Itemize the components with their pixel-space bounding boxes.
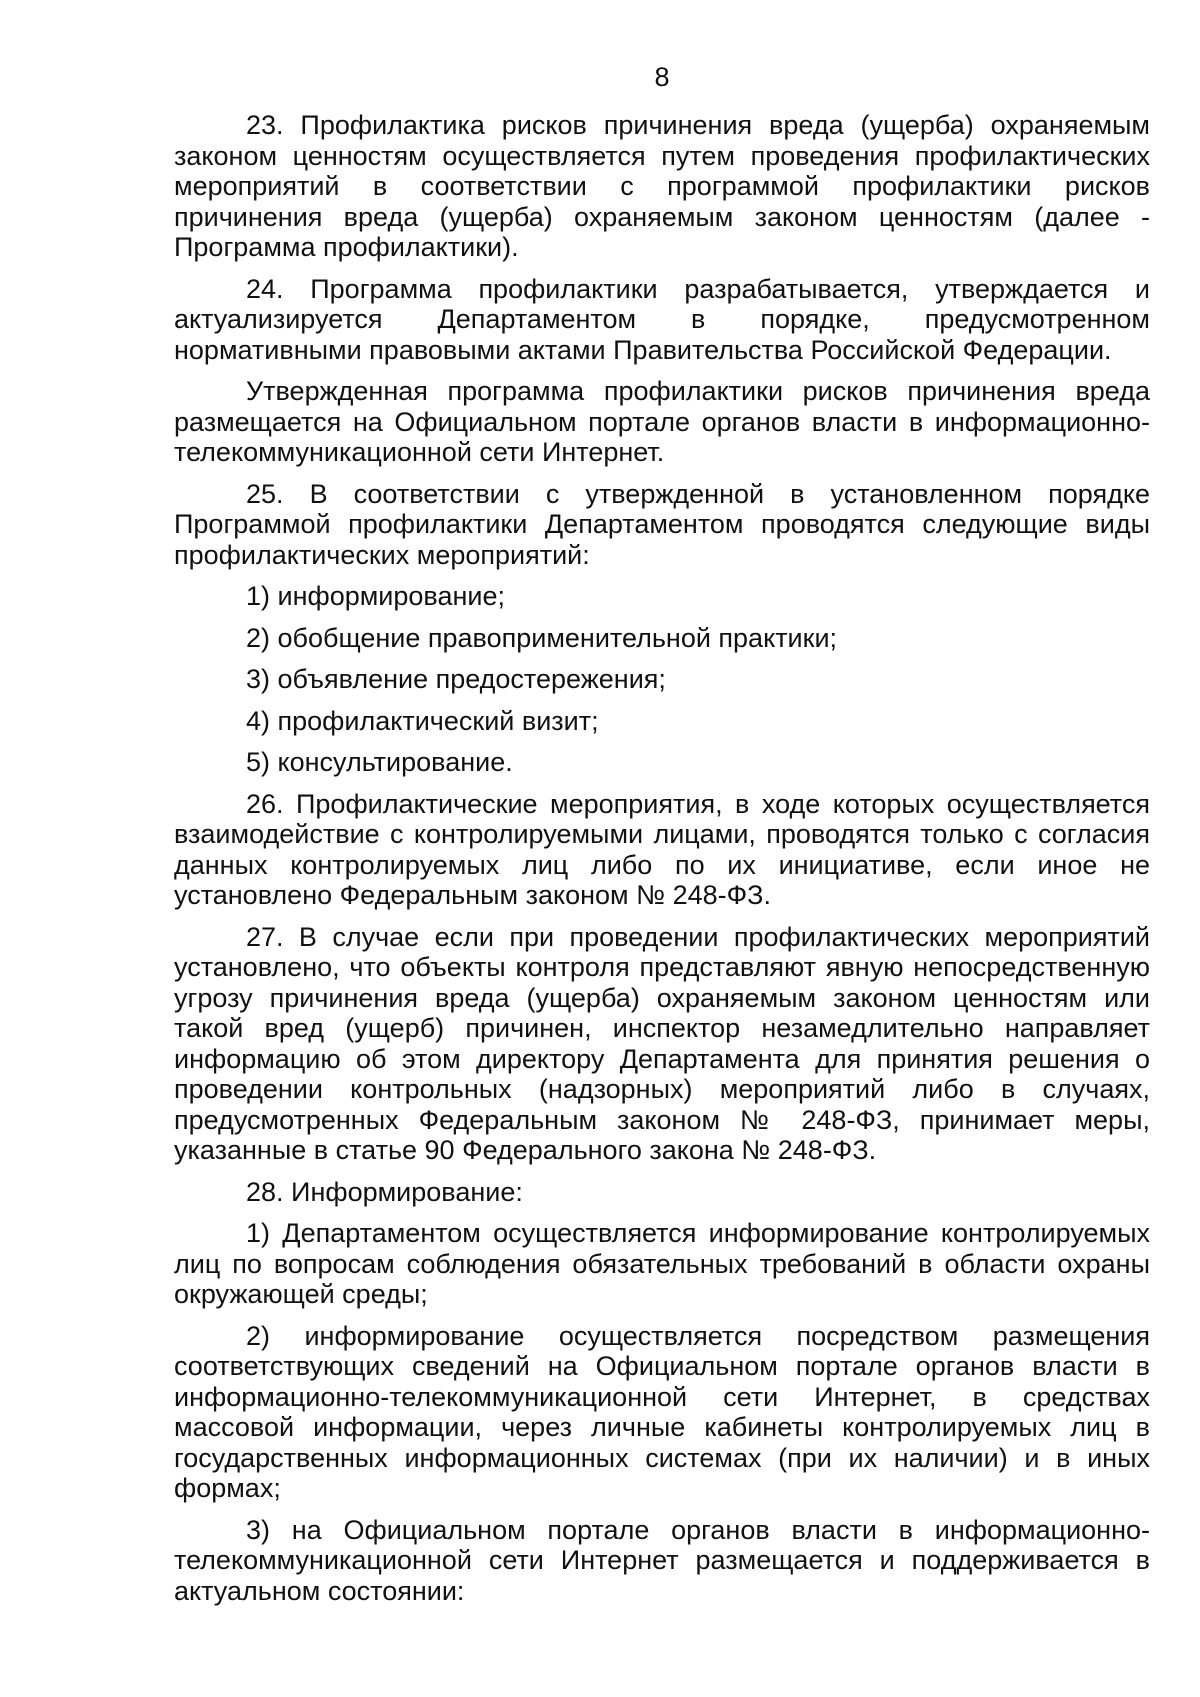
paragraph-28-item-1: 1) Департаментом осуществляется информирование контролируемых лиц по вопросам соблюдения обязательных требований в области охраны окружающей среды; [174,1218,1150,1309]
list-item: 1) информирование; [246,581,505,611]
list-item: 3) объявление предостережения; [246,664,666,694]
list-item: 5) консультирование. [246,747,513,777]
paragraph-26: 26. Профилактические мероприятия, в ходе которых осуществляется взаимодействие с контролируемыми лицами, проводятся только с согласия данных контролируемых лиц либо по их инициативе, если иное не установлено Федеральным законом № 248-ФЗ. [174,788,1150,910]
paragraph-28-item-3: 3) на Официальном портале органов власти в информационно-телекоммуникационной сети Интернет размещается и поддерживается в актуальном состоянии: [174,1514,1150,1606]
page-number: 8 [654,62,670,92]
list-item: 2) обобщение правоприменительной практики; [246,622,838,653]
document-page [174,60,1150,1617]
paragraph-25: 25. В соответствии с утвержденной в установленном порядке Программой профилактики Департаментом проводятся следующие виды профилактических мероприятий: [174,478,1150,570]
paragraph-28: 28. Информирование: [246,1176,523,1207]
list-item: 4) профилактический визит; [246,705,599,736]
paragraph-24: 24. Программа профилактики разрабатывается, утверждается и актуализируется Департаментом в порядке, предусмотренном нормативными правовыми актами Правительства Российской Федерации. [174,273,1150,365]
paragraph-27: 27. В случае если при проведении профилактических мероприятий установлено, что объекты контроля представляют явную непосредственную угрозу причинения вреда (ущерба) охраняемым законом ценностям или такой вред (ущерб) причинен, инспектор незамедлительно направляет информацию об этом директору Департамента для принятия решения о проведении контрольных (надзорных) мероприятий либо в случаях, предусмотренных Федеральным законом № 248-ФЗ, принимает меры, указанные в статье 90 Федерального закона № 248-ФЗ. [174,921,1150,1165]
paragraph-approved-program: Утвержденная программа профилактики рисков причинения вреда размещается на Официальном портале органов власти в информационно-телекоммуникационной сети Интернет. [174,376,1150,467]
paragraph-28-item-2: 2) информирование осуществляется посредством размещения соответствующих сведений на Официальном портале органов власти в информационно-телекоммуникационной сети Интернет, в средствах массовой информации, через личные кабинеты контролируемых лиц в государственных информационных системах (при их наличии) и в иных формах; [174,1320,1150,1503]
paragraph-23: 23. Профилактика рисков причинения вреда (ущерба) охраняемым законом ценностям осуществляется путем проведения профилактических мероприятий в соответствии с программой профилактики рисков причинения вреда (ущерба) охраняемым законом ценностям (далее - Программа профилактики). [174,110,1150,262]
